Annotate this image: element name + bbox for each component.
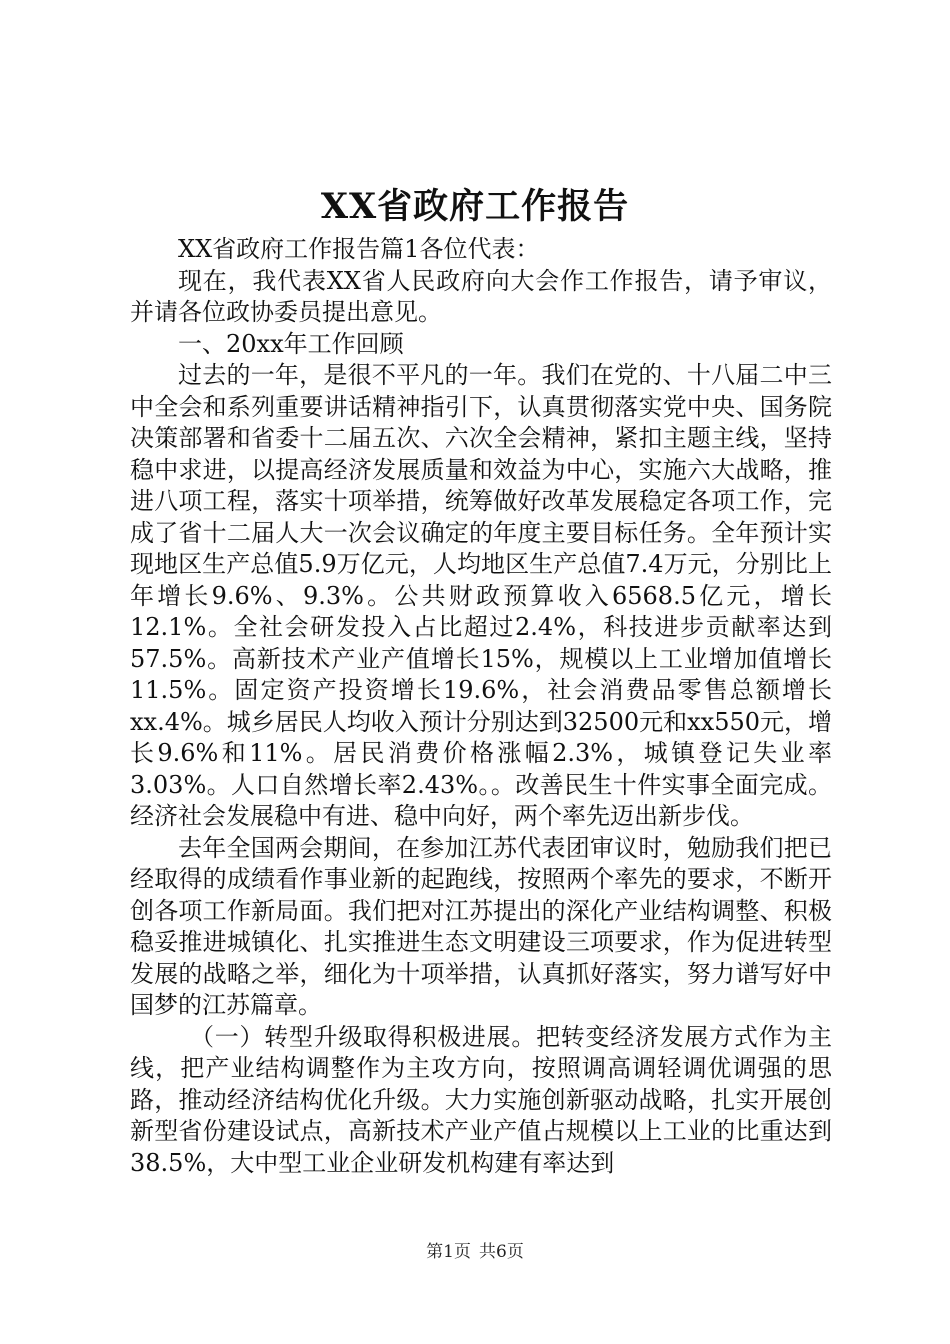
paragraph-intro: 现在，我代表XX省人民政府向大会作工作报告，请予审议，并请各位政协委员提出意见。 — [130, 266, 832, 326]
paragraph-transformation: （一）转型升级取得积极进展。把转变经济发展方式作为主线，把产业结构调整作为主攻方向，按照调高调轻调优调强的思路，推动经济结构优化升级。大力实施创新驱动战略，扎实开展创新型省份建设试点，高新技术产业产值占规模以上工业的比重达到38.5%，大中型工业企业研发机构建有率达到 — [130, 1022, 832, 1177]
page-footer — [0, 1240, 950, 1264]
section-heading: 一、20xx年工作回顾 — [178, 329, 404, 358]
paragraph-requirements: 去年全国两会期间，在参加江苏代表团审议时，勉励我们把已经取得的成绩看作事业新的起跑线，按照两个率先的要求，不断开创各项工作新局面。我们把对江苏提出的深化产业结构调整、积极稳妥推进城镇化、扎实推进生态文明建设三项要求，作为促进转型发展的战略之举，细化为十项举措，认真抓好落实，努力谱写好中国梦的江苏篇章。 — [130, 833, 832, 1019]
paragraph-greeting: XX省政府工作报告篇1各位代表： — [178, 235, 540, 263]
document-body — [130, 234, 832, 1179]
document-title: XX省政府工作报告 — [320, 186, 630, 227]
page-number: 第1页 — [426, 1242, 471, 1262]
paragraph-review: 过去的一年，是很不平凡的一年。我们在党的、十八届二中三中全会和系列重要讲话精神指引下，认真贯彻落实党中央、国务院决策部署和省委十二届五次、六次全会精神，紧扣主题主线，坚持稳中求进，以提高经济发展质量和效益为中心，实施六大战略，推进八项工程，落实十项举措，统筹做好改革发展稳定各项工作，完成了省十二届人大一次会议确定的年度主要目标任务。全年预计实现地区生产总值5.9万亿元，人均地区生产总值7.4万元，分别比上年增长9.6%、9.3%。公共财政预算收入6568.5亿元，增长12.1%。全社会研发投入占比超过2.4%，科技进步贡献率达到57.5%。高新技术产业产值增长15%，规模以上工业增加值增长11.5%。固定资产投资增长19.6%，社会消费品零售总额增长xx.4%。城乡居民人均收入预计分别达到32500元和xx550元，增长9.6%和11%。居民消费价格涨幅2.3%，城镇登记失业率3.03%。人口自然增长率2.43%。。改善民生十件实事全面完成。经济社会发展稳中有进、稳中向好，两个率先迈出新步伐。 — [130, 361, 832, 830]
page-total: 共6页 — [479, 1242, 524, 1262]
